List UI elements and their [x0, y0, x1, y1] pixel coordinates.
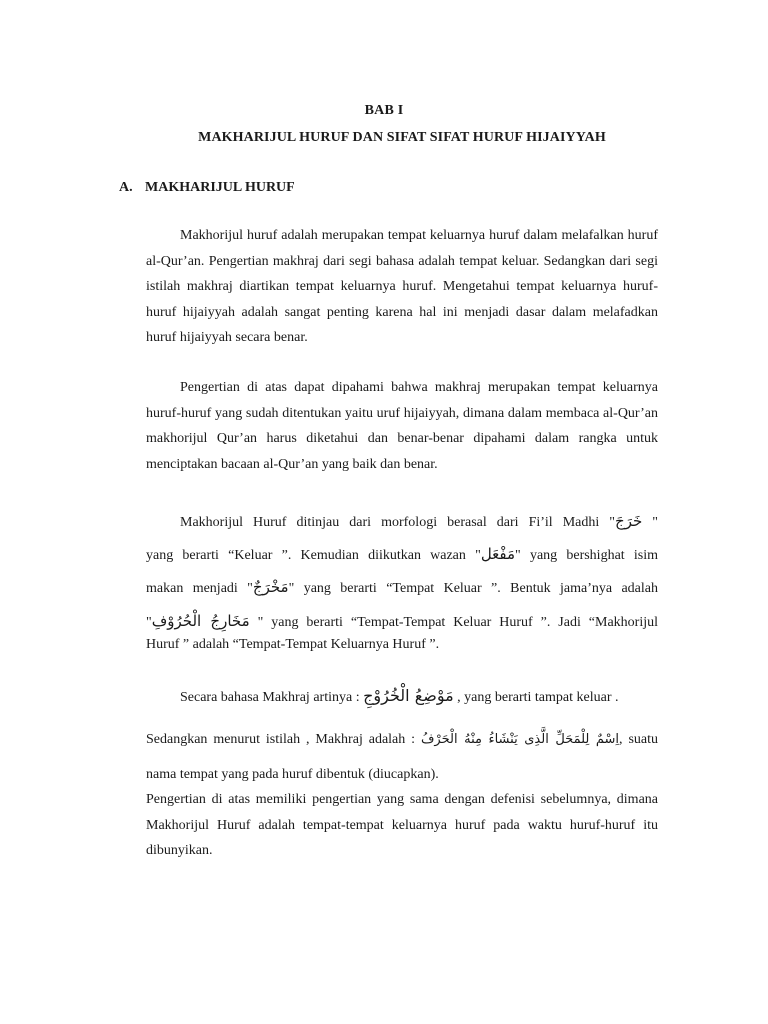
paragraph-1: [146, 223, 658, 351]
arabic-word: خَرَجَ: [615, 512, 643, 530]
arabic-word: مَخَارِجُ الْحُرُوْفِ: [151, 612, 250, 630]
paragraph-5-line-1: [146, 732, 658, 748]
paragraph-6-text: Pengertian di atas memiliki pengertian yang sama dengan defenisi sebelumnya, dimana Makhorijul Huruf adalah tempat-tempat keluarnya huruf pada waktu huruf-huruf itu dibunyikan.: [146, 792, 658, 858]
text-segment: Makhorijul Huruf ditinjau dari morfologi berasal dari Fi’il Madhi ": [180, 515, 616, 530]
paragraph-2: [146, 375, 658, 477]
arabic-word: مَخْرَجٌ: [252, 578, 289, 596]
text-segment: " yang berarti “Tempat Keluar ”. Bentuk jama’nya adalah: [288, 581, 658, 596]
chapter-title: MAKHARIJUL HURUF DAN SIFAT SIFAT HURUF HIJAIYYAH: [198, 130, 606, 145]
chapter-heading: BAB I: [364, 103, 404, 118]
text-segment: Sedangkan menurut istilah , Makhraj adalah :: [146, 732, 421, 747]
text-segment: " yang bershighat isim: [515, 548, 658, 563]
text-segment: " yang berarti “Tempat-Tempat Keluar Huruf ”. Jadi “Makhorijul: [249, 615, 658, 630]
paragraph-1-text: Makhorijul huruf adalah merupakan tempat keluarnya huruf dalam melafalkan huruf al-Qur’an. Pengertian makhraj dari segi bahasa adalah tempat keluar. Sedangkan dari segi istilah makhraj diartikan tempat keluarnya huruf. Mengetahui tempat keluarnya huruf-huruf hijaiyyah adalah sangat penting karena hal ini menjadi dasar dalam melafadkan huruf hijaiyyah secara benar.: [146, 228, 658, 345]
paragraph-5-line-2: nama tempat yang pada huruf dibentuk (diucapkan).: [146, 767, 439, 782]
paragraph-3-line-3: [146, 578, 658, 597]
text-segment: yang berarti “Keluar ”. Kemudian diikutkan wazan ": [146, 548, 481, 563]
section-number: A.: [119, 180, 133, 195]
text-segment: , suatu: [619, 732, 658, 747]
paragraph-3-line-1: [180, 512, 658, 531]
section-title: MAKHARIJUL HURUF: [145, 180, 295, 195]
text-segment: ": [642, 515, 659, 530]
text-segment: makan menjadi ": [146, 581, 253, 596]
paragraph-3-line-2: [146, 545, 658, 564]
paragraph-6: [146, 787, 658, 864]
arabic-phrase: اِسْمٌ لِلْمَحَلِّ الَّذِى يَنْشَاءُ مِنْهُ الْحَرْفُ: [420, 732, 620, 747]
text-segment: , yang berarti tampat keluar .: [453, 690, 619, 705]
text-segment: ": [146, 615, 152, 630]
paragraph-4: [180, 686, 618, 706]
paragraph-2-text: Pengertian di atas dapat dipahami bahwa makhraj merupakan tempat keluarnya huruf-huruf yang sudah ditentukan yaitu uruf hijaiyyah, dimana dalam membaca al-Qur’an makhorijul Qur’an harus diketahui dan benar-benar dipahami dalam rangka untuk menciptakan bacaan al-Qur’an yang baik dan benar.: [146, 380, 658, 472]
paragraph-3-line-4: [146, 612, 658, 631]
arabic-word: مَفْعَل: [480, 545, 516, 563]
arabic-phrase: مَوْضِعُ الْخُرُوْجِ: [363, 686, 454, 705]
text-segment: Secara bahasa Makhraj artinya :: [180, 690, 364, 705]
paragraph-3-line-5: Huruf ” adalah “Tempat-Tempat Keluarnya Huruf ”.: [146, 637, 440, 652]
section-heading: [119, 180, 295, 196]
